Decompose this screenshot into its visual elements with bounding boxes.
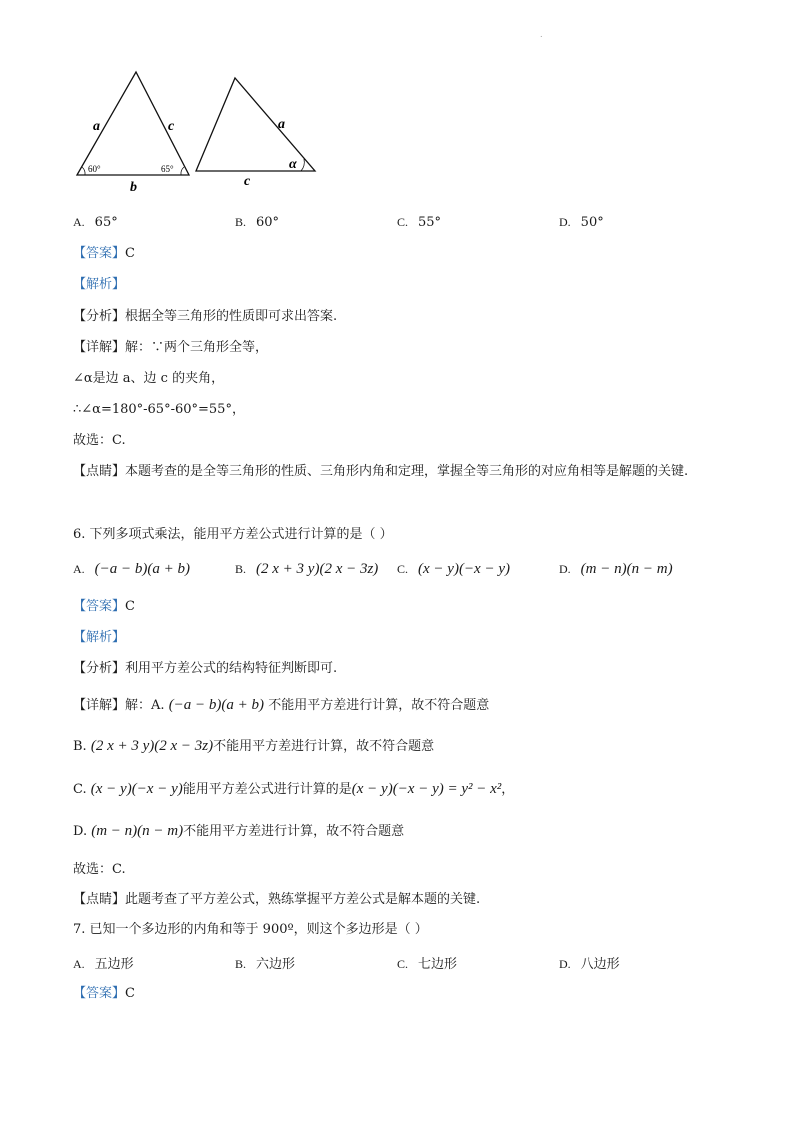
q5-option-b: B. 60° — [235, 215, 280, 230]
triangle-2-arc — [301, 159, 304, 171]
q6-option-b: B. (2 x + 3 y)(2 x − 3z) — [235, 561, 379, 577]
q5-answer: 【答案】C — [73, 246, 135, 261]
q7-option-d: D. 八边形 — [559, 957, 620, 972]
q7-option-a: A. 五边形 — [73, 957, 134, 972]
q6-option-a: A. (−a − b)(a + b) — [73, 561, 191, 577]
q6-stem: 6. 下列多项式乘法，能用平方差公式进行计算的是（ ） — [73, 527, 393, 542]
tri1-angle-right: 65° — [161, 164, 174, 174]
tri1-angle-left: 60° — [88, 164, 101, 174]
q5-option-a: A. 65° — [73, 215, 118, 230]
q5-option-d: D. 50° — [559, 215, 604, 230]
q6-detail-b: B. (2 x + 3 y)(2 x − 3z)不能用平方差进行计算，故不符合题意 — [73, 738, 435, 754]
q5-comment: 【点睛】本题考查的是全等三角形的性质、三角形内角和定理，掌握全等三角形的对应角相等是解题的关键. — [73, 464, 689, 479]
q6-answer: 【答案】C — [73, 599, 135, 614]
q5-detail-2: ∠α是边 a、边 c 的夹角， — [73, 371, 225, 386]
triangle-1-left-arc — [82, 167, 85, 175]
q5-detail-1: 【详解】解：∵两个三角形全等， — [73, 340, 269, 355]
triangle-figure — [70, 66, 330, 196]
q5-analysis-tag: 【解析】 — [73, 277, 126, 292]
tri1-side-c: c — [168, 119, 175, 134]
triangle-2 — [196, 78, 315, 171]
q5-fenxi: 【分析】根据全等三角形的性质即可求出答案. — [73, 309, 338, 324]
q5-option-c: C. 55° — [397, 215, 442, 230]
tri1-side-b: b — [130, 180, 137, 195]
q7-option-b: B. 六边形 — [235, 957, 296, 972]
q6-analysis-tag: 【解析】 — [73, 630, 126, 645]
q6-comment: 【点睛】此题考查了平方差公式，熟练掌握平方差公式是解本题的关键. — [73, 892, 481, 907]
q6-fenxi: 【分析】利用平方差公式的结构特征判断即可. — [73, 661, 338, 676]
q6-option-d: D. (m − n)(n − m) — [559, 561, 673, 577]
q5-detail-3: ∴∠α=180°-65°-60°=55°， — [73, 402, 245, 417]
q6-choose: 故选：C. — [73, 862, 126, 877]
tri1-side-a: a — [93, 119, 100, 134]
q5-choose: 故选：C. — [73, 433, 126, 448]
page-mark: . — [540, 30, 543, 39]
q7-stem: 7. 已知一个多边形的内角和等于 900º，则这个多边形是（ ） — [73, 922, 428, 937]
q6-option-c: C. (x − y)(−x − y) — [397, 561, 510, 577]
tri2-side-a: a — [278, 117, 285, 132]
tri2-side-c: c — [244, 174, 251, 189]
q6-detail-c: C. (x − y)(−x − y)能用平方差公式进行计算的是(x − y)(−x − y) = y² − x²， — [73, 781, 515, 797]
tri2-angle: α — [289, 157, 297, 172]
q7-option-c: C. 七边形 — [397, 957, 458, 972]
triangle-1-right-arc — [181, 167, 184, 175]
q6-detail-d: D. (m − n)(n − m)不能用平方差进行计算，故不符合题意 — [73, 823, 405, 839]
q7-answer: 【答案】C — [73, 986, 135, 1001]
q6-detail-a: 【详解】解：A. (−a − b)(a + b) 不能用平方差进行计算，故不符合题意 — [73, 697, 490, 713]
